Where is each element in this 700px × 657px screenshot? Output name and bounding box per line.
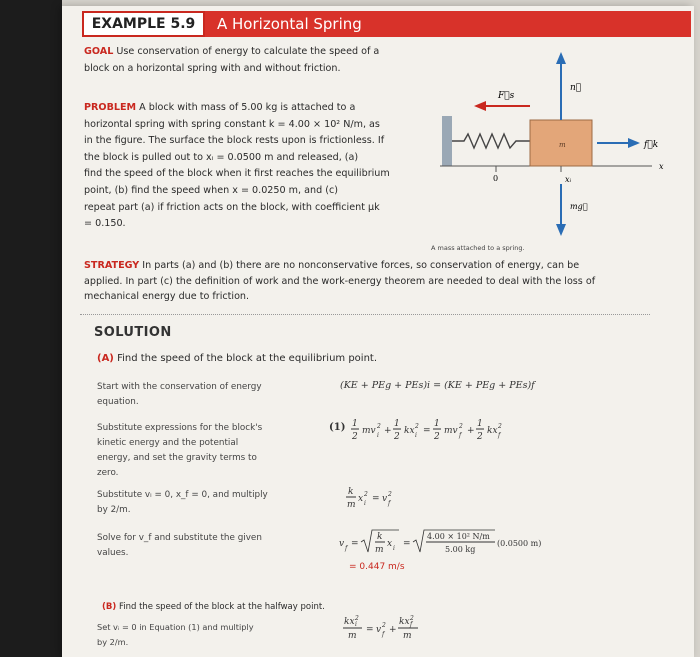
step-5-equation [342,614,462,644]
svg-text:mv: mv [444,426,458,436]
step-4-line-2: values. [97,548,129,558]
x-axis-label: x [659,162,664,171]
answer-part-a: = 0.447 m/s [349,562,405,572]
spring-force-label: F⃗s [498,91,515,101]
step-5-line-1: Set vᵢ = 0 in Equation (1) and multiply [97,622,254,632]
step-2-line-3: energy, and set the gravity terms to [97,453,257,463]
svg-text:=: = [366,625,374,635]
svg-text:m: m [375,545,384,555]
svg-text:2: 2 [498,423,502,430]
svg-text:f: f [459,432,462,439]
part-b-heading [102,602,325,612]
svg-text:f: f [388,500,391,507]
problem-line-3: in the figure. The surface the block rests upon is frictionless. If [84,135,385,147]
svg-text:f: f [410,621,413,628]
svg-text:=: = [351,539,359,549]
svg-text:kx: kx [404,426,415,436]
strategy-line-2: applied. In part (c) the definition of work and the work-energy theorem are needed to deal with the loss of [84,275,596,287]
problem-line-4: the block is pulled out to xᵢ = 0.0500 m and released, (a) [84,151,359,163]
svg-text:mv: mv [362,426,376,436]
figure-caption: A mass attached to a spring. [431,244,525,252]
svg-text:k: k [377,532,383,542]
svg-text:m: m [403,631,412,641]
part-b-label: (B) [102,602,117,612]
svg-text:2: 2 [355,615,359,622]
friction-force-label: f⃗k [644,140,659,150]
goal-section [84,44,379,77]
spring-constant-value: 4.00 × 10² N/m [427,532,490,541]
strategy-line-1: In parts (a) and (b) there are no nonconservative forces, so conservation of energy, can be [142,260,580,271]
spring-figure [432,46,672,246]
svg-text:m: m [347,500,356,510]
svg-text:f: f [382,631,385,638]
step-4-line-1: Solve for v_f and substitute the given [97,533,262,543]
svg-text:v: v [376,625,382,635]
svg-text:f: f [345,545,348,552]
step-2-line-1: Substitute expressions for the block's [97,423,263,433]
example-header [82,11,692,37]
textbook-page [62,6,694,657]
problem-section [84,100,444,233]
energy-substitution-equation [350,414,550,448]
svg-text:1: 1 [477,419,483,429]
svg-text:f: f [498,432,501,439]
svg-text:=: = [423,426,431,436]
svg-text:i: i [393,545,395,552]
part-a-label: (A) [97,353,114,364]
problem-line-8: = 0.150. [84,218,126,230]
step-3-text [97,488,297,518]
svg-text:+: + [384,426,392,436]
step-2-line-2: kinetic energy and the potential [97,438,239,448]
svg-text:2: 2 [388,491,392,498]
svg-text:=: = [403,539,411,549]
example-label: EXAMPLE 5.9 [82,11,205,37]
svg-text:v: v [339,539,345,549]
svg-text:=: = [372,494,380,504]
goal-line-1: Use conservation of energy to calculate the speed of a [116,46,380,57]
part-a-heading [97,353,377,364]
svg-text:+: + [389,625,397,635]
svg-text:2: 2 [459,423,463,430]
step-4-text [97,531,297,561]
svg-text:2: 2 [434,432,440,442]
svg-text:2: 2 [352,432,358,442]
xi-label: xᵢ [565,175,572,184]
energy-conservation-equation: (KE + PEg + PEs)i = (KE + PEg + PEs)f [340,380,535,391]
step-5-text [97,620,297,650]
goal-label: GOAL [84,46,114,57]
svg-text:1: 1 [352,419,358,429]
step-3-equation [344,484,424,514]
wall [442,116,452,166]
equation-number-1: (1) [329,422,346,433]
svg-text:i: i [355,621,357,628]
part-a-text: Find the speed of the block at the equilibrium point. [117,353,378,364]
step-2-text [97,421,297,481]
spring-force-arrowhead [474,101,486,111]
problem-line-5: find the speed of the block when it first reaches the equilibrium [84,168,390,180]
normal-force-arrowhead [556,52,566,64]
svg-text:m: m [348,631,357,641]
strategy-label: STRATEGY [84,260,140,271]
strategy-section [84,258,674,305]
solution-heading: SOLUTION [94,325,172,340]
step-4-equation [337,526,597,560]
left-background-strip [0,0,62,657]
gravity-arrowhead [556,224,566,236]
friction-force-arrowhead [628,138,640,148]
step-5-line-2: by 2/m. [97,637,129,647]
svg-text:i: i [377,432,379,439]
svg-text:2: 2 [364,491,368,498]
mass-value: 5.00 kg [445,545,476,554]
svg-text:x: x [387,539,393,549]
problem-label: PROBLEM [84,102,137,113]
svg-text:i: i [364,500,366,507]
step-3-line-1: Substitute vᵢ = 0, x_f = 0, and multiply [97,490,268,500]
displacement-value: (0.0500 m) [497,539,542,548]
svg-text:1: 1 [434,419,440,429]
example-title: A Horizontal Spring [205,11,691,37]
svg-text:2: 2 [477,432,483,442]
spring [452,134,530,148]
step-2-line-4: zero. [97,468,119,478]
svg-text:2: 2 [382,622,386,629]
svg-text:v: v [382,494,388,504]
step-3-line-2: by 2/m. [97,505,131,515]
svg-text:2: 2 [415,423,419,430]
gravity-label: mg⃗ [570,202,588,211]
svg-text:kx: kx [399,617,410,627]
svg-text:2: 2 [377,423,381,430]
problem-line-6: point, (b) find the speed when x = 0.0250 m, and (c) [84,184,338,196]
part-b-text: Find the speed of the block at the halfway point. [118,602,325,612]
svg-text:kx: kx [487,426,498,436]
problem-line-7: repeat part (a) if friction acts on the block, with coefficient μk [84,201,380,213]
svg-text:2: 2 [410,615,414,622]
strategy-line-3: mechanical energy due to friction. [84,291,250,302]
svg-text:kx: kx [344,617,355,627]
section-divider [80,314,650,315]
svg-text:2: 2 [394,432,400,442]
svg-text:x: x [358,494,364,504]
goal-line-2: block on a horizontal spring with and without friction. [84,62,341,74]
svg-text:i: i [415,432,417,439]
svg-text:+: + [467,426,475,436]
step-1-line-1: Start with the conservation of energy [97,382,262,392]
step-1-line-2: equation. [97,397,139,407]
problem-line-2: horizontal spring with spring constant k = 4.00 × 10² N/m, as [84,118,380,130]
origin-label: 0 [493,174,499,183]
block-mass-label: m [559,141,566,149]
svg-text:1: 1 [394,419,400,429]
problem-line-1: A block with mass of 5.00 kg is attached to a [139,102,356,113]
svg-text:k: k [348,487,354,497]
normal-force-label: n⃗ [570,83,582,93]
step-1-text [97,380,297,410]
